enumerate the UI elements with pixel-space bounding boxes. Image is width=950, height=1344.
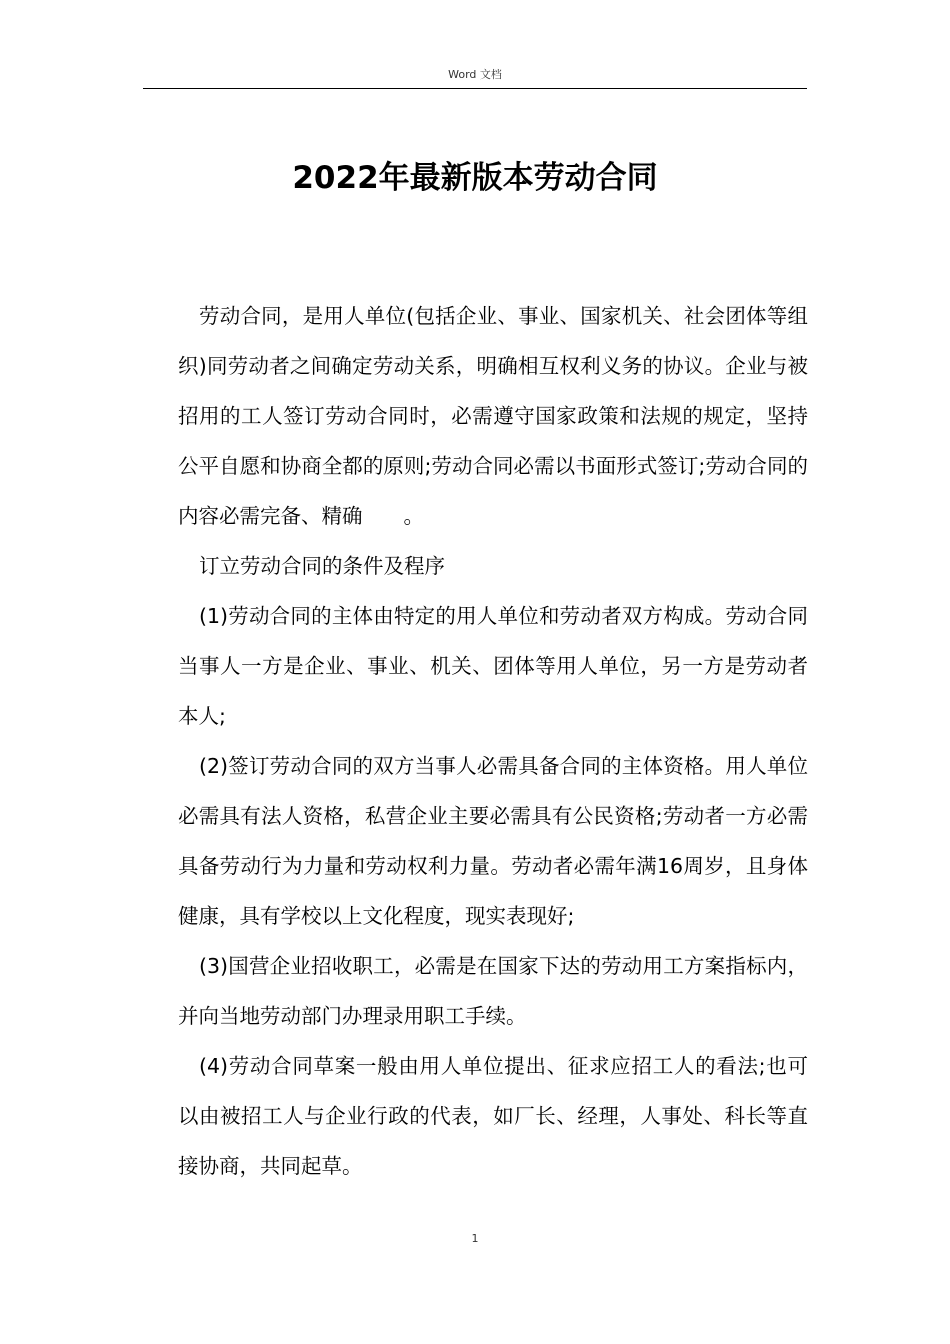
- page-header: Word 文档: [448, 68, 502, 81]
- section-heading: 订立劳动合同的条件及程序: [199, 554, 445, 578]
- condition-item-2: (2)签订劳动合同的双方当事人必需具备合同的主体资格。用人单位必需具有法人资格，私营企业主要必需具有公民资格;劳动者一方必需具备劳动行为力量和劳动权利力量。劳动者必需年满16周岁，且身体健康，具有学校以上文化程度，现实表现好;: [178, 754, 808, 928]
- document-title: 2022年最新版本劳动合同: [292, 160, 658, 196]
- condition-item-3: (3)国营企业招收职工，必需是在国家下达的劳动用工方案指标内，并向当地劳动部门办理录用职工手续。: [178, 954, 808, 1028]
- condition-item-4: (4)劳动合同草案一般由用人单位提出、征求应招工人的看法;也可以由被招工人与企业行政的代表，如厂长、经理，人事处、科长等直接协商，共同起草。: [178, 1054, 808, 1178]
- header-divider: [143, 88, 807, 89]
- condition-item-1: (1)劳动合同的主体由特定的用人单位和劳动者双方构成。劳动合同当事人一方是企业、事业、机关、团体等用人单位，另一方是劳动者本人;: [178, 604, 808, 728]
- intro-paragraph: 劳动合同，是用人单位(包括企业、事业、国家机关、社会团体等组织)同劳动者之间确定劳动关系，明确相互权利义务的协议。企业与被招用的工人签订劳动合同时，必需遵守国家政策和法规的规定，坚持公平自愿和协商全都的原则;劳动合同必需以书面形式签订;劳动合同的内容必需完备、精确 。: [178, 304, 808, 528]
- document-body: [178, 291, 808, 1191]
- page-number: 1: [471, 1232, 479, 1245]
